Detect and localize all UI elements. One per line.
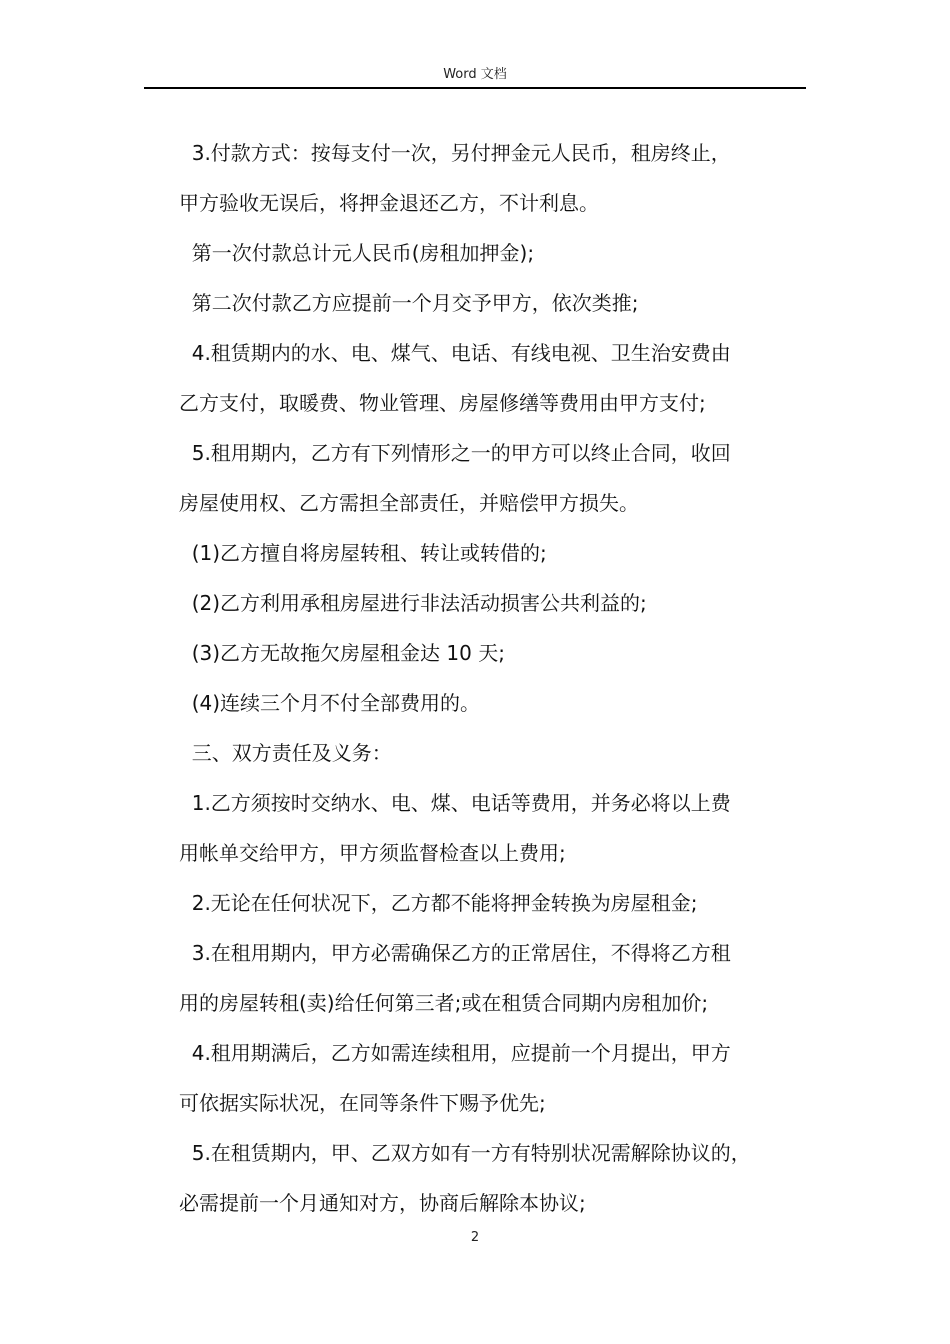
paragraph-line: 2.无论在任何状况下，乙方都不能将押金转换为房屋租金; <box>179 891 698 915</box>
paragraph-line: 用的房屋转租(卖)给任何第三者;或在租赁合同期内房租加价; <box>179 991 709 1015</box>
page-header-title: Word 文档 <box>443 67 507 82</box>
paragraph-line: 第一次付款总计元人民币(房租加押金); <box>179 241 535 265</box>
paragraph-line: 必需提前一个月通知对方，协商后解除本协议; <box>179 1191 586 1215</box>
paragraph-line: 甲方验收无误后，将押金退还乙方，不计利息。 <box>179 191 599 215</box>
paragraph-line: 可依据实际状况，在同等条件下赐予优先; <box>179 1091 546 1115</box>
paragraph-line: 4.租用期满后，乙方如需连续租用，应提前一个月提出，甲方 <box>179 1041 731 1065</box>
paragraph-line: 3.付款方式：按每支付一次，另付押金元人民币，租房终止， <box>179 141 731 165</box>
document-body <box>179 128 809 1228</box>
paragraph-line: 乙方支付，取暖费、物业管理、房屋修缮等费用由甲方支付; <box>179 391 706 415</box>
section-heading: 三、双方责任及义务： <box>179 741 392 765</box>
paragraph-line: (3)乙方无故拖欠房屋租金达 10 天; <box>179 641 505 665</box>
paragraph-line: 4.租赁期内的水、电、煤气、电话、有线电视、卫生治安费由 <box>179 341 731 365</box>
paragraph-line: 5.租用期内，乙方有下列情形之一的甲方可以终止合同，收回 <box>179 441 731 465</box>
paragraph-line: 5.在租赁期内，甲、乙双方如有一方有特别状况需解除协议的， <box>179 1141 751 1165</box>
paragraph-line: 1.乙方须按时交纳水、电、煤、电话等费用，并务必将以上费 <box>179 791 731 815</box>
page-number: 2 <box>470 1230 480 1245</box>
paragraph-line: 房屋使用权、乙方需担全部责任，并赔偿甲方损失。 <box>179 491 639 515</box>
paragraph-line: 用帐单交给甲方，甲方须监督检查以上费用; <box>179 841 566 865</box>
paragraph-line: 3.在租用期内，甲方必需确保乙方的正常居住，不得将乙方租 <box>179 941 731 965</box>
paragraph-line: 第二次付款乙方应提前一个月交予甲方，依次类推; <box>179 291 639 315</box>
paragraph-line: (2)乙方利用承租房屋进行非法活动损害公共利益的; <box>179 591 647 615</box>
paragraph-line: (1)乙方擅自将房屋转租、转让或转借的; <box>179 541 547 565</box>
header-divider <box>144 87 806 89</box>
paragraph-line: (4)连续三个月不付全部费用的。 <box>179 691 481 715</box>
